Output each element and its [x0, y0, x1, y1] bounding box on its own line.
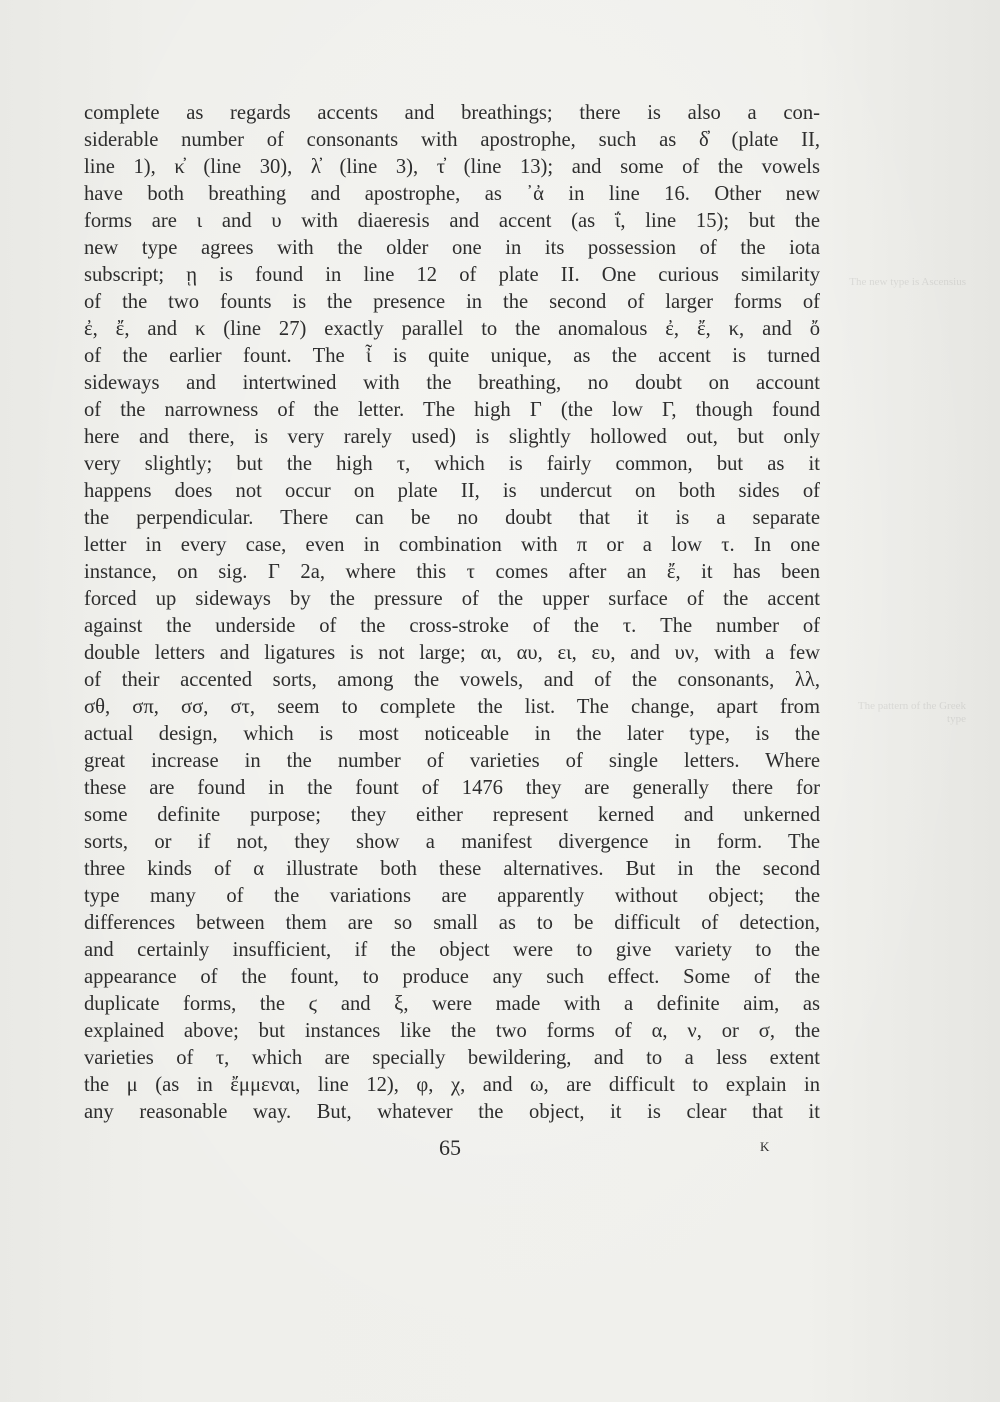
text-line: have both breathing and apostrophe, as ᾽ἀ in line 16. Other new — [84, 183, 820, 205]
text-line: sideways and intertwined with the breathing, no doubt on account — [84, 372, 820, 394]
text-line: differences between them are so small as to be difficult of detection, — [84, 912, 820, 934]
text-line: sorts, or if not, they show a manifest divergence in form. The — [84, 831, 820, 853]
text-line: letter in every case, even in combination with π or a low τ. In one — [84, 534, 820, 556]
text-line: of the narrowness of the letter. The high Γ (the low Γ, though found — [84, 399, 820, 421]
text-line: these are found in the fount of 1476 they are generally there for — [84, 777, 820, 799]
text-line: great increase in the number of varieties of single letters. Where — [84, 750, 820, 772]
text-line: some definite purpose; they either represent kerned and unkerned — [84, 804, 820, 826]
text-line: actual design, which is most noticeable in the later type, is the — [84, 723, 820, 745]
text-line: of the earlier fount. The ἶ is quite unique, as the accent is turned — [84, 345, 820, 367]
text-line: of the two founts is the presence in the second of larger forms of — [84, 291, 820, 313]
text-line: very slightly; but the high τ, which is fairly common, but as it — [84, 453, 820, 475]
text-line: three kinds of α illustrate both these alternatives. But in the second — [84, 858, 820, 880]
text-line: happens does not occur on plate II, is undercut on both sides of — [84, 480, 820, 502]
text-line: the perpendicular. There can be no doubt that it is a separate — [84, 507, 820, 529]
text-line: ἐ, ἔ, and κ (line 27) exactly parallel to the anomalous ἐ, ἔ, κ, and ὄ — [84, 318, 820, 340]
text-line: line 1), κ̓ (line 30), λ̓ (line 3), τ̓ (line 13); and some of the vowels — [84, 156, 820, 178]
show-through-note: The new type is Ascensius — [849, 276, 966, 288]
text-line: and certainly insufficient, if the object were to give variety to the — [84, 939, 820, 961]
text-line: type many of the variations are apparently without object; the — [84, 885, 820, 907]
show-through-note: The pattern of the Greek type — [857, 700, 966, 725]
text-line: complete as regards accents and breathings; there is also a con- — [84, 102, 820, 124]
text-line: subscript; ῃ is found in line 12 of plate II. One curious similarity — [84, 264, 820, 286]
text-line: any reasonable way. But, whatever the object, it is clear that it — [84, 1101, 820, 1123]
text-line: forms are ι and υ with diaeresis and accent (as ΐ, line 15); but the — [84, 210, 820, 232]
text-line: instance, on sig. Γ 2a, where this τ comes after an ἔ, it has been — [84, 561, 820, 583]
page-number: 65 — [439, 1135, 461, 1160]
text-line: double letters and ligatures is not large; αι, αυ, ει, ευ, and υν, with a few — [84, 642, 820, 664]
text-line: σθ, σπ, σσ, στ, seem to complete the list. The change, apart from — [84, 696, 820, 718]
text-line: the μ (as in ἔμμεναι, line 12), φ, χ, and ω, are difficult to explain in — [84, 1074, 820, 1096]
text-line: forced up sideways by the pressure of the upper surface of the accent — [84, 588, 820, 610]
body-text — [84, 100, 820, 1126]
text-line: explained above; but instances like the two forms of α, ν, or σ, the — [84, 1020, 820, 1042]
text-line: varieties of τ, which are specially bewildering, and to a less extent — [84, 1047, 820, 1069]
signature-mark: K — [760, 1139, 771, 1154]
text-line: against the underside of the cross-stroke of the τ. The number of — [84, 615, 820, 637]
text-line: new type agrees with the older one in its possession of the iota — [84, 237, 820, 259]
text-line: of their accented sorts, among the vowels, and of the consonants, λλ, — [84, 669, 820, 691]
text-line: here and there, is very rarely used) is slightly hollowed out, but only — [84, 426, 820, 448]
text-line: siderable number of consonants with apostrophe, such as δ̓ (plate II, — [84, 129, 820, 151]
text-line: duplicate forms, the ϛ and ξ, were made with a definite aim, as — [84, 993, 820, 1015]
text-line: appearance of the fount, to produce any such effect. Some of the — [84, 966, 820, 988]
